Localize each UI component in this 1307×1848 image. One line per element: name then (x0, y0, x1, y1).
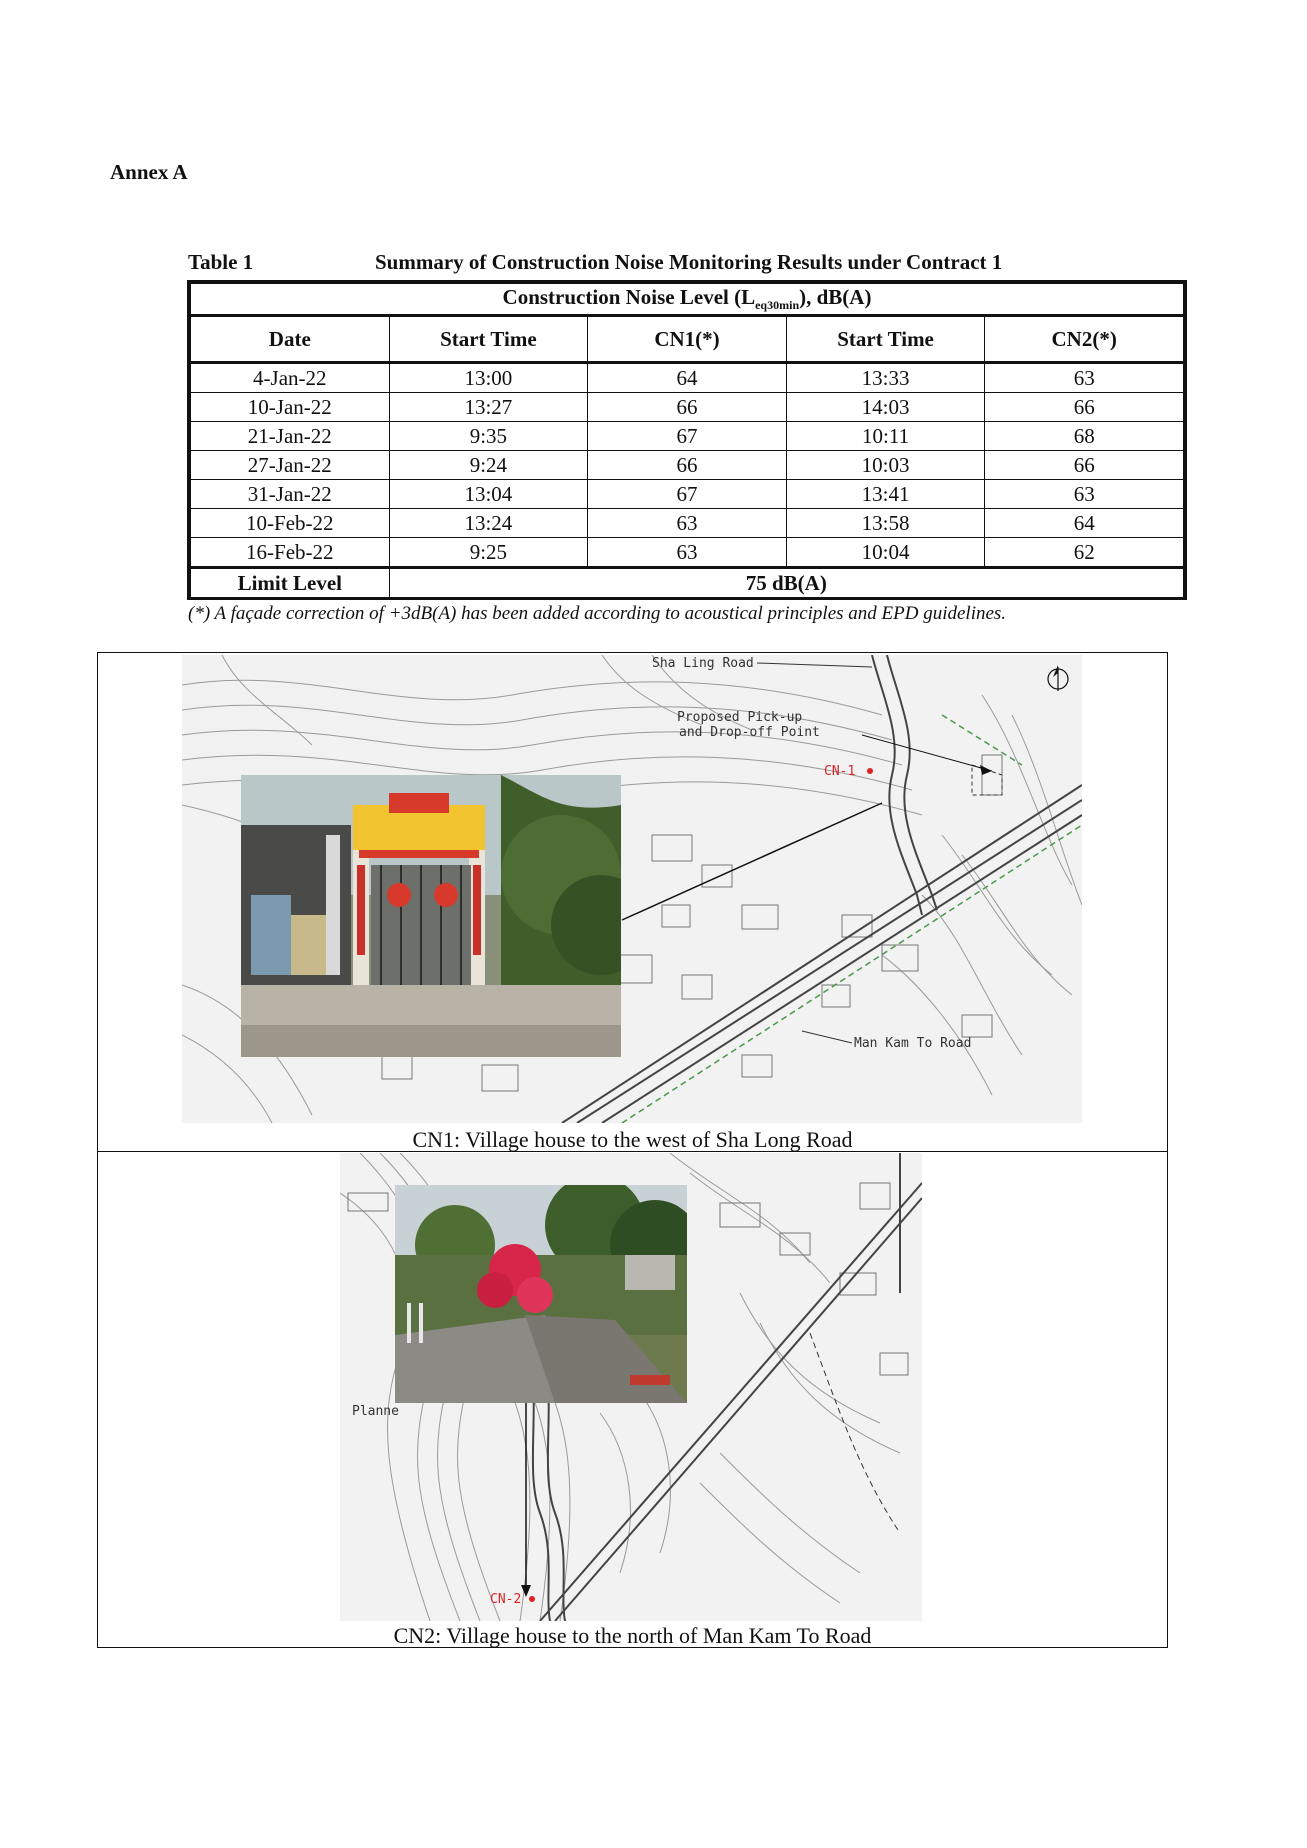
table-row: 21-Jan-22 9:35 67 10:11 68 (191, 422, 1184, 451)
map-label-sha-ling-road: Sha Ling Road (652, 656, 754, 671)
table-number: Table 1 (188, 250, 254, 274)
column-header-cn2: CN2(*) (985, 316, 1184, 363)
map-label-planne: Planne (352, 1404, 399, 1419)
map-label-cn2-station: CN-2 (490, 1592, 522, 1607)
map-label-cn1-station: CN-1 (824, 764, 856, 779)
annex-heading: Annex A (110, 160, 188, 184)
limit-level-row (191, 568, 1184, 599)
table-row: 10-Jan-22 13:27 66 14:03 66 (191, 393, 1184, 422)
map-label-pickup-line2: and Drop-off Point (679, 725, 820, 740)
column-header-date: Date (191, 316, 390, 363)
figure-box (97, 652, 1168, 1648)
column-header-cn1: CN1(*) (588, 316, 787, 363)
table-row: 10-Feb-22 13:24 63 13:58 64 (191, 509, 1184, 538)
cn2-site-photo (395, 1185, 687, 1403)
figure-divider (98, 1151, 1167, 1152)
limit-level-value: 75 dB(A) (389, 568, 1183, 599)
noise-results-table (187, 280, 1187, 600)
table-row: 27-Jan-22 9:24 66 10:03 66 (191, 451, 1184, 480)
cn1-site-photo (241, 775, 621, 1057)
table-row: 16-Feb-22 9:25 63 10:04 62 (191, 538, 1184, 568)
cn1-figure-caption: CN1: Village house to the west of Sha Long Road (412, 1127, 853, 1152)
map-label-pickup-line1: Proposed Pick-up (677, 710, 803, 725)
table-row: 31-Jan-22 13:04 67 13:41 63 (191, 480, 1184, 509)
table-row: 4-Jan-22 13:00 64 13:33 63 (191, 363, 1184, 393)
table-level-heading: Construction Noise Level $(L_{eq30min})$, dB(A) (191, 284, 1184, 316)
map-label-man-kam-to-road: Man Kam To Road (854, 1036, 972, 1051)
column-header-start-time-cn2: Start Time (786, 316, 985, 363)
limit-level-label: Limit Level (191, 568, 390, 599)
table-title: Summary of Construction Noise Monitoring Results under Contract 1 (375, 250, 1003, 274)
column-header-start-time-cn1: Start Time (389, 316, 588, 363)
table-footnote: (*) A façade correction of +3dB(A) has been added according to acoustical principles and EPD guidelines. (188, 603, 1007, 624)
cn2-figure-caption: CN2: Village house to the north of Man Kam To Road (393, 1623, 872, 1648)
